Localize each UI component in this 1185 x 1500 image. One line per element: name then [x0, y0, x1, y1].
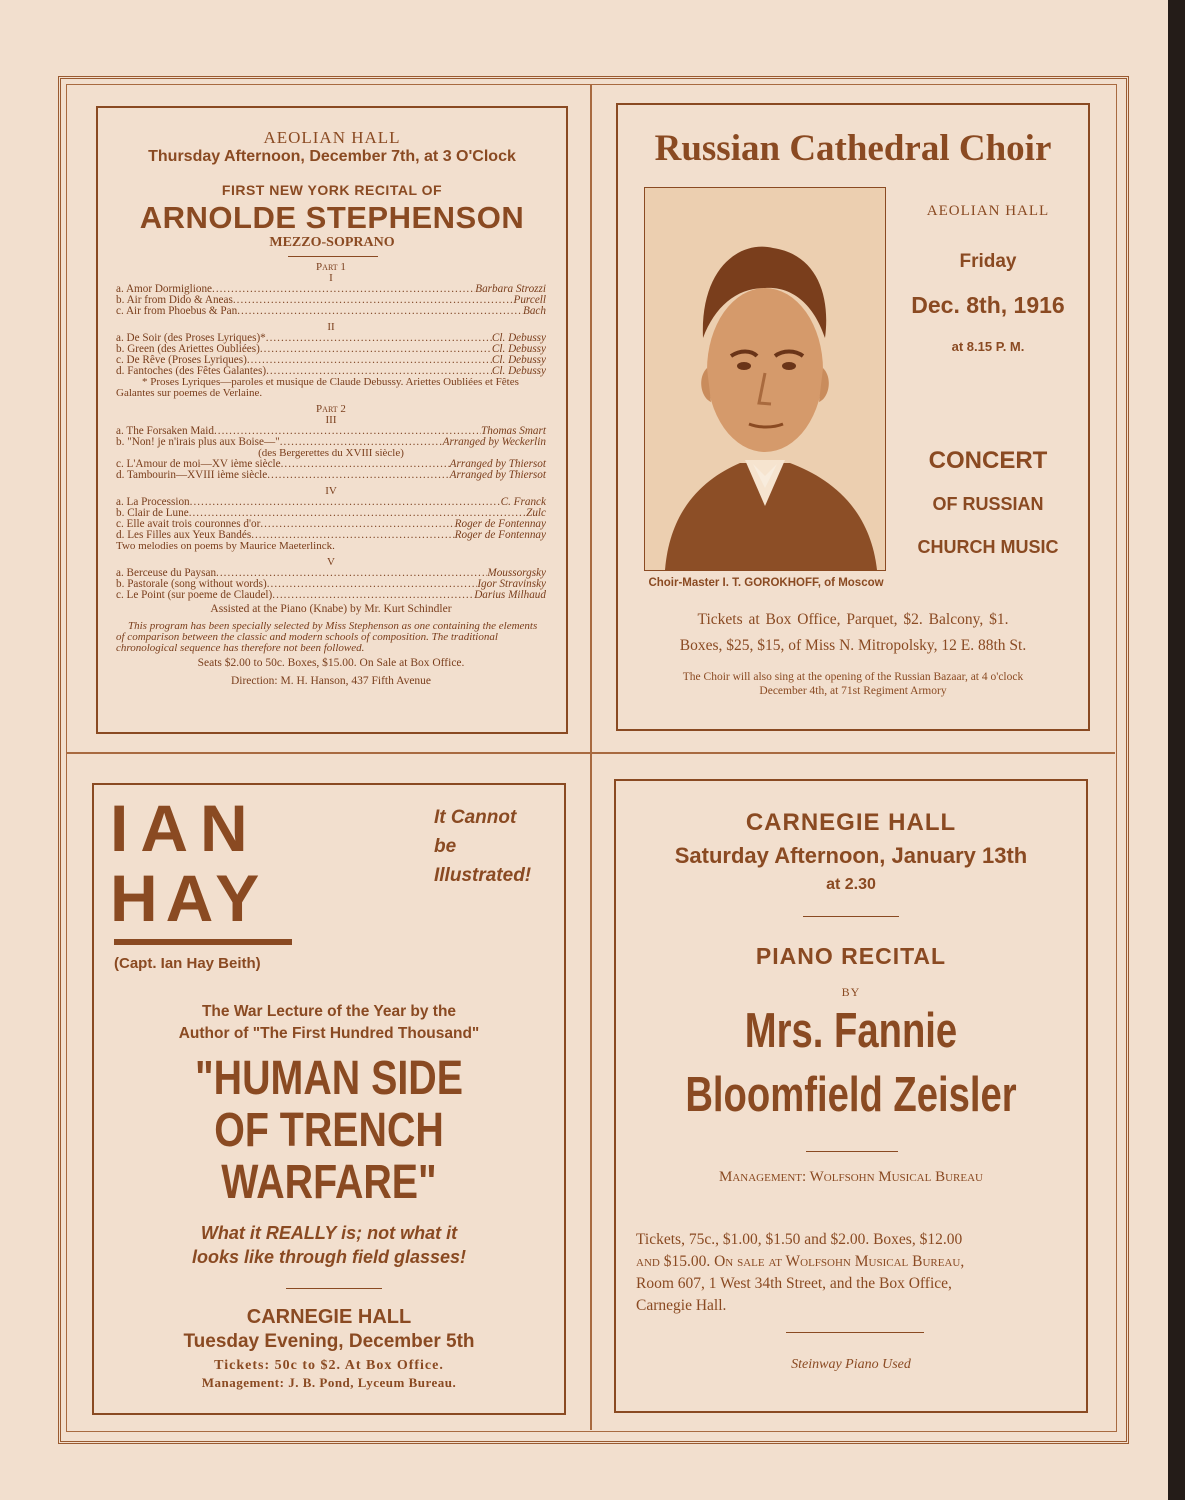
ian-hay-ad [92, 783, 566, 1415]
recital-date: Thursday Afternoon, December 7th, at 3 O'Clock [148, 148, 516, 165]
section-heading: IV [325, 485, 337, 497]
section-heading: V [327, 556, 335, 568]
choir-tickets-2: Boxes, $25, $15, of Miss N. Mitropolsky, 12 E. 88th St. [679, 637, 1027, 654]
program-item: a. La Procession ..... C. Franck [116, 497, 546, 508]
divider-horizontal [66, 752, 1115, 754]
hay-heading: HAY [110, 861, 268, 935]
zeisler-tickets: Tickets, 75c., $1.00, $1.50 and $2.00. Boxes, $12.00 and $15.00. On sale at Wolfsohn Musical Bureau, Room 607, 1 West 34th Street, and the Box Office, Carnegie Hall. [636, 1231, 965, 1314]
choir-time: at 8.15 P. M. [951, 339, 1025, 354]
choir-date: Dec. 8th, 1916 [911, 292, 1065, 318]
pianist-name-1: Mrs. Fannie [744, 1004, 958, 1058]
section-heading: II [327, 321, 335, 333]
lecture-line-2: Author of "The First Hundred Thousand" [178, 1025, 480, 1042]
ian-heading: IAN [110, 791, 260, 865]
choir-tickets-1: Tickets at Box Office, Parquet, $2. Balcony, $1. [697, 611, 1009, 628]
lecture-title: "HUMAN SIDE OF TRENCH WARFARE" [195, 1052, 463, 1209]
program-item: b. Clair de Lune ..... Zulc [116, 508, 546, 519]
divider-vertical-bottom [590, 754, 592, 1430]
program-item: c. De Rêve (Proses Lyriques) ..... Cl. Debussy [116, 355, 546, 366]
zeisler-ad [614, 779, 1088, 1413]
really-line-2: looks like through field glasses! [191, 1247, 467, 1267]
name-underline [114, 939, 292, 945]
portrait-image [645, 188, 885, 570]
part-2-label: Part 2 [316, 403, 346, 415]
program-list [116, 262, 546, 687]
direction: Direction: M. H. Hanson, 437 Fifth Avenue [230, 675, 432, 687]
choir-day: Friday [959, 251, 1017, 272]
zeisler-date: Saturday Afternoon, January 13th [674, 843, 1028, 868]
program-item: a. Berceuse du Paysan ..... Moussorgsky [116, 568, 546, 579]
cannot-illustrated: It Cannot be Illustrated! [434, 807, 532, 886]
part-1-label: Part 1 [316, 261, 346, 273]
program-item: c. L'Amour de moi—XV ième siècle ..... Arranged by Thiersot [116, 459, 546, 470]
ianhay-hall: CARNEGIE HALL [246, 1306, 412, 1328]
program-item: d. Fantoches (des Fêtes Galantes) ..... Cl. Debussy [116, 366, 546, 377]
program-item: b. "Non! je n'irais plus aux Boise—" ..... Arranged by Weckerlin [116, 437, 546, 448]
debussy-note: * Proses Lyriques—paroles et musique de Claude Debussy. Ariettes Oubliées et Fêtes Galantes sur poemes de Verlaine. [116, 376, 519, 399]
by-label: BY [841, 985, 861, 999]
rule [803, 916, 899, 917]
bazaar-note-1: The Choir will also sing at the opening of the Russian Bazaar, at 4 o'clock [682, 671, 1024, 683]
really-line-1: What it REALLY is; not what it [200, 1223, 458, 1243]
rule [288, 256, 378, 257]
program-item: b. Air from Dido & Aneas ..... Purcell [116, 295, 546, 306]
choir-hall: AEOLIAN HALL [926, 203, 1050, 219]
program-note: This program has been specially selected by Miss Stephenson as one containing the elements of comparison between the classic and modern schools of composition. The traditional chronological sequence has therefore not been followed. [116, 620, 538, 654]
rule [786, 1332, 924, 1333]
artist-name: ARNOLDE STEPHENSON [139, 200, 525, 235]
bergerettes-note: (des Bergerettes du XVIII siècle) [258, 447, 404, 459]
steinway-note: Steinway Piano Used [791, 1357, 911, 1372]
ianhay-tickets: Tickets: 50c to $2. At Box Office. [214, 1358, 444, 1373]
seat-prices: Seats $2.00 to 50c. Boxes, $15.00. On Sale at Box Office. [197, 657, 465, 669]
zeisler-time: at 2.30 [826, 876, 876, 893]
russian-choir-ad [616, 103, 1090, 731]
program-item: b. Pastorale (song without words) ..... Igor Stravinsky [116, 579, 546, 590]
section-heading: III [325, 414, 337, 426]
section-heading: I [329, 272, 333, 284]
choir-title: Russian Cathedral Choir [654, 128, 1052, 169]
accompanist: Assisted at the Piano (Knabe) by Mr. Kurt Schindler [210, 603, 452, 615]
program-item: c. Air from Phoebus & Pan ..... Bach [116, 306, 546, 317]
program-item: c. Le Point (sur poeme de Claudel) ..... Darius Milhaud [116, 590, 546, 601]
divider-vertical-top [590, 84, 592, 752]
program-item: b. Green (des Ariettes Oubliées) ..... Cl. Debussy [116, 344, 546, 355]
program-item: a. The Forsaken Maid ..... Thomas Smart [116, 426, 546, 437]
of-russian: OF RUSSIAN [932, 494, 1044, 514]
program-item: a. Amor Dormiglione ..... Barbara Strozzi [116, 284, 546, 295]
bazaar-note-2: December 4th, at 71st Regiment Armory [759, 685, 947, 697]
program-item: d. Les Filles aux Yeux Bandés ..... Roger de Fontennay [116, 530, 546, 541]
piano-recital: PIANO RECITAL [755, 943, 947, 969]
program-item: c. Elle avait trois couronnes d'or ..... Roger de Fontennay [116, 519, 546, 530]
zeisler-management: Management: Wolfsohn Musical Bureau [719, 1169, 983, 1185]
program-item: d. Tambourin—XVIII ième siècle ..... Arranged by Thiersot [116, 470, 546, 481]
portrait-caption: Choir-Master I. T. GOROKHOFF, of Moscow [648, 577, 884, 589]
aeolian-hall-heading: AEOLIAN HALL [263, 128, 401, 147]
choirmaster-portrait [644, 187, 886, 571]
maeterlinck-note: Two melodies on poems by Maurice Maeterlinck. [116, 540, 335, 552]
stephenson-ad [96, 106, 568, 734]
church-music: CHURCH MUSIC [917, 537, 1059, 557]
beith-line: (Capt. Ian Hay Beith) [114, 955, 261, 972]
program-item: a. De Soir (des Proses Lyriques)* ..... Cl. Debussy [116, 333, 546, 344]
lecture-line-1: The War Lecture of the Year by the [201, 1003, 457, 1020]
voice-type: MEZZO-SOPRANO [269, 235, 395, 250]
ianhay-management: Management: J. B. Pond, Lyceum Bureau. [201, 1375, 457, 1390]
first-recital-line: FIRST NEW YORK RECITAL OF [221, 182, 443, 198]
pianist-name-2: Bloomfield Zeisler [685, 1068, 1017, 1122]
ianhay-date: Tuesday Evening, December 5th [183, 1331, 475, 1352]
rule [286, 1288, 382, 1289]
rule [806, 1151, 898, 1152]
concert-heading: CONCERT [928, 447, 1048, 474]
zeisler-hall: CARNEGIE HALL [745, 809, 957, 836]
